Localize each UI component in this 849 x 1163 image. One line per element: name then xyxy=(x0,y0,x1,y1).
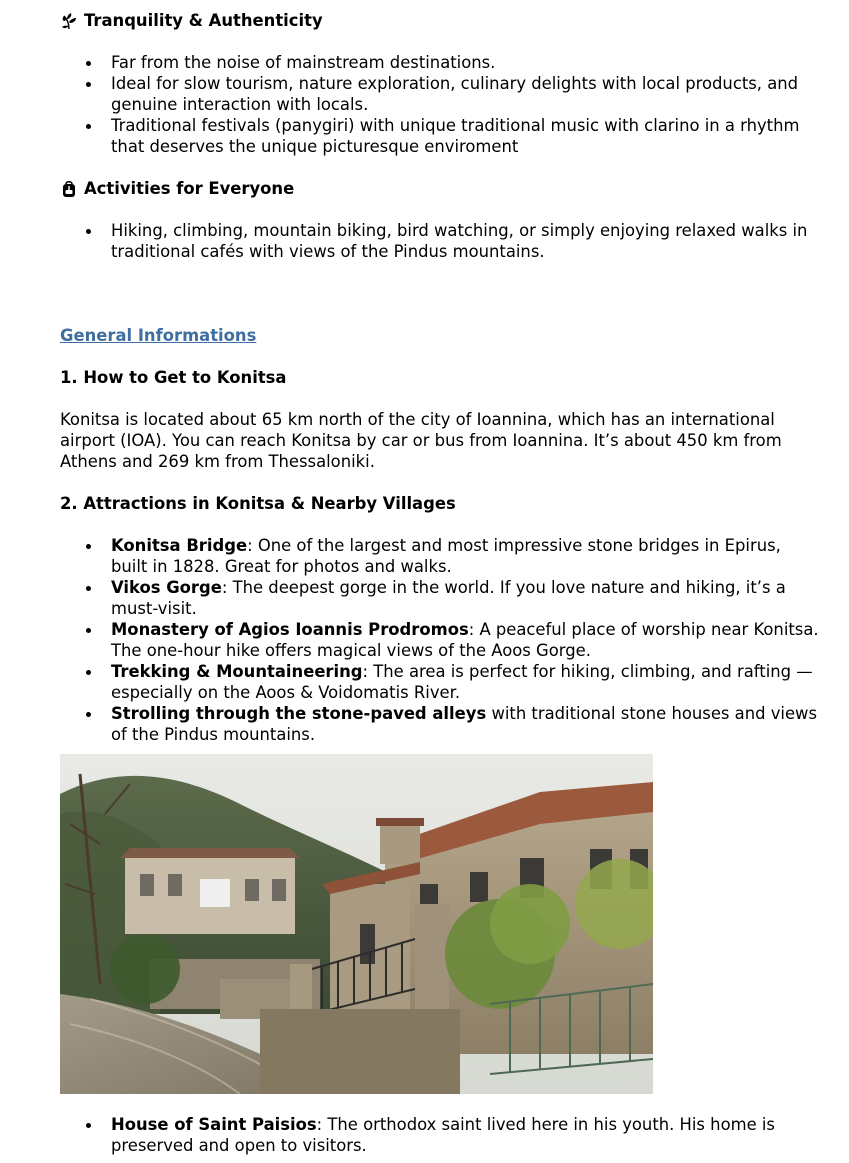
list-item xyxy=(111,661,820,703)
heading-tranquility-text: Tranquility & Authenticity xyxy=(84,11,323,30)
konitsa-village-photo xyxy=(60,754,653,1094)
backpack-icon xyxy=(60,180,78,198)
heading-activities-text: Activities for Everyone xyxy=(84,179,295,198)
attraction-name: Konitsa Bridge xyxy=(111,536,248,555)
list-item: Ideal for slow tourism, nature exploration, culinary delights with local products, and genuine interaction with locals. xyxy=(111,73,820,115)
list-item: Traditional festivals (panygiri) with unique traditional music with clarino in a rhythm that deserves the unique picturesque enviroment xyxy=(111,115,820,157)
attraction-name: House of Saint Paisios xyxy=(111,1115,317,1134)
list-item: Hiking, climbing, mountain biking, bird watching, or simply enjoying relaxed walks in traditional cafés with views of the Pindus mountains. xyxy=(111,220,820,262)
list-item xyxy=(111,1114,820,1156)
heading-attractions: 2. Attractions in Konitsa & Nearby Villages xyxy=(60,494,456,513)
attraction-name: Vikos Gorge xyxy=(111,578,222,597)
attraction-desc: : The orthodox saint lived here in his youth. His home is preserved and open to visitors. xyxy=(111,1115,775,1155)
list-item xyxy=(111,619,820,661)
attraction-name: Strolling through the stone-paved alleys xyxy=(111,704,487,723)
heading-tranquility xyxy=(60,10,820,31)
herb-icon xyxy=(60,12,78,30)
how-to-get-paragraph: Konitsa is located about 65 km north of the city of Ioannina, which has an international airport (IOA). You can reach Konitsa by car or bus from Ioannina. It’s about 450 km from Athens and 269 km from Thessaloniki. xyxy=(60,410,782,471)
activities-list xyxy=(60,220,820,262)
attractions-list-continued xyxy=(60,1114,820,1156)
heading-how-to-get: 1. How to Get to Konitsa xyxy=(60,368,287,387)
attraction-name: Monastery of Agios Ioannis Prodromos xyxy=(111,620,469,639)
general-info-row xyxy=(60,325,820,346)
list-item xyxy=(111,703,820,745)
attraction-desc: : The area is perfect for hiking, climbing, and rafting — especially on the Aoos & Voidomatis River. xyxy=(111,662,813,702)
list-item xyxy=(111,535,820,577)
general-informations-link[interactable]: General Informations xyxy=(60,326,257,345)
document-page xyxy=(60,10,820,1155)
attraction-desc: : A peaceful place of worship near Konitsa. The one-hour hike offers magical views of the Aoos Gorge. xyxy=(111,620,819,660)
attraction-name: Trekking & Mountaineering xyxy=(111,662,363,681)
attraction-desc: with traditional stone houses and views of the Pindus mountains. xyxy=(111,704,817,744)
tranquility-list xyxy=(60,52,820,157)
list-item: Far from the noise of mainstream destinations. xyxy=(111,52,820,73)
attraction-desc: : One of the largest and most impressive stone bridges in Epirus, built in 1828. Great for photos and walks. xyxy=(111,536,781,576)
list-item xyxy=(111,577,820,619)
heading-activities xyxy=(60,178,820,199)
attraction-desc: : The deepest gorge in the world. If you love nature and hiking, it’s a must-visit. xyxy=(111,578,786,618)
photo-illustration xyxy=(60,754,653,1094)
attractions-list xyxy=(60,535,820,745)
